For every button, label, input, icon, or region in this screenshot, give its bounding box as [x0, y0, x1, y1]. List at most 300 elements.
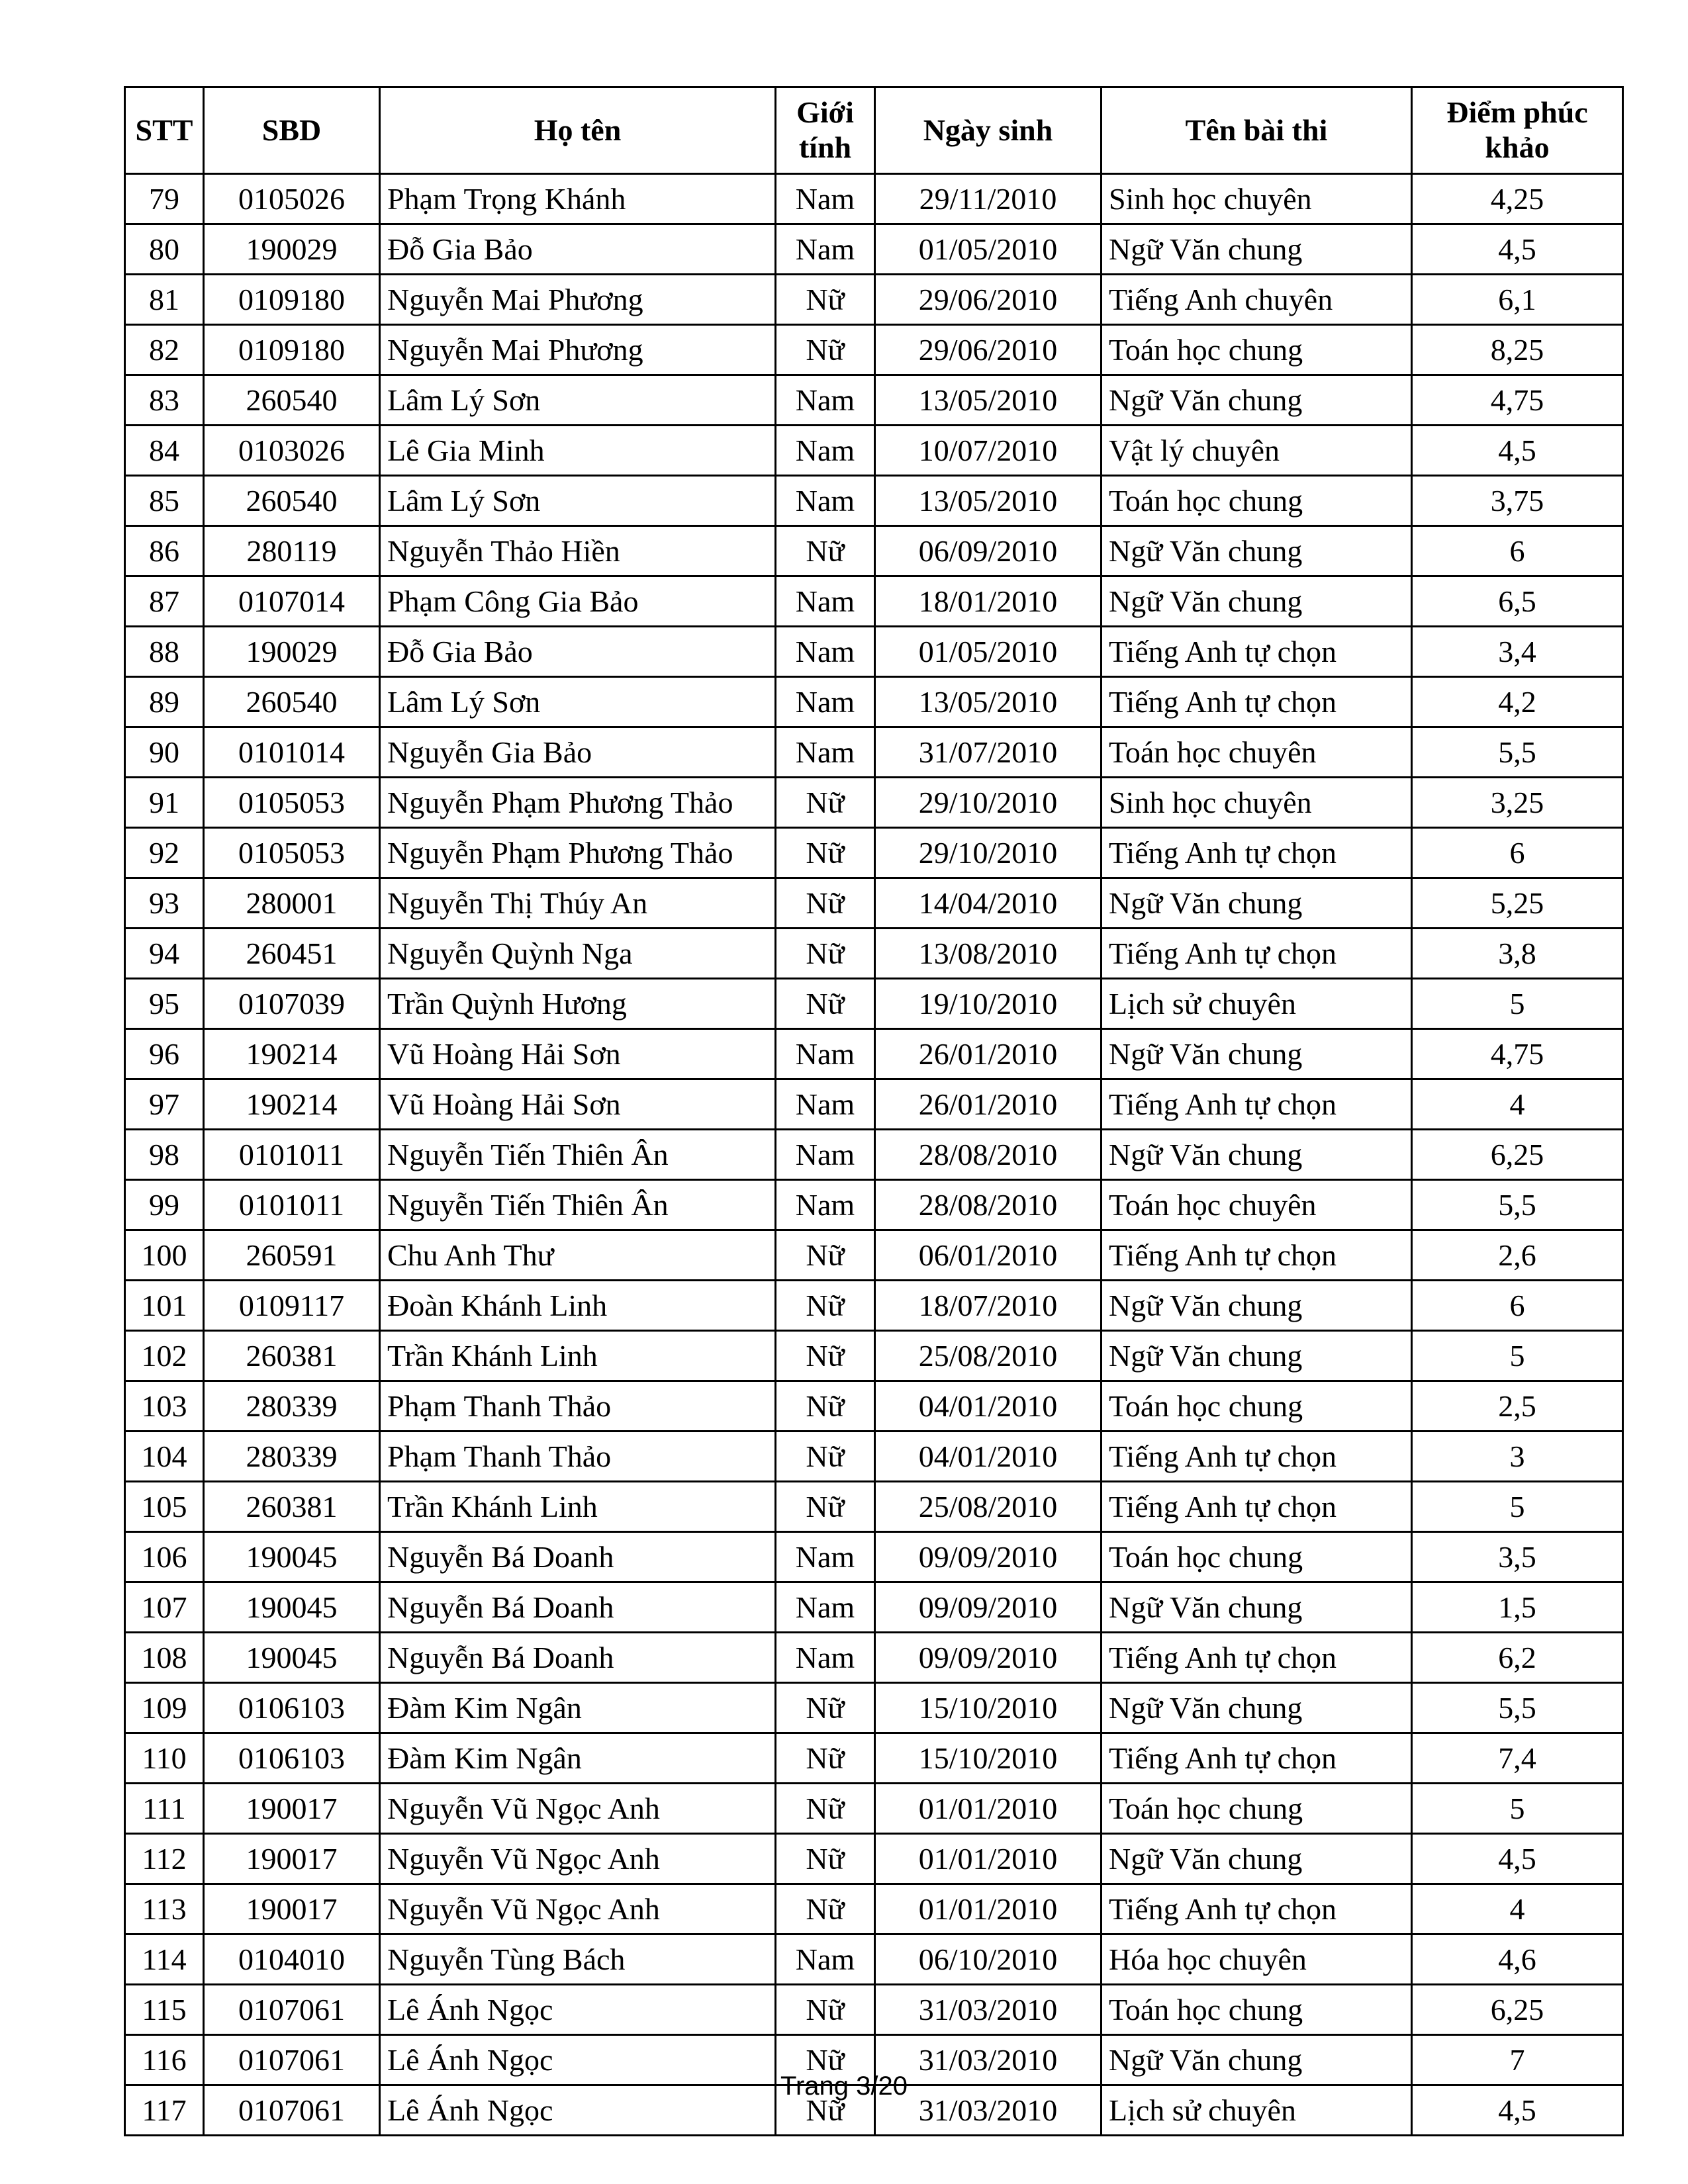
cell-ten-bai-thi: Tiếng Anh tự chọn [1102, 828, 1412, 878]
cell-ngay-sinh: 13/05/2010 [875, 677, 1102, 727]
cell-ngay-sinh: 31/03/2010 [875, 2035, 1102, 2085]
cell-ngay-sinh: 13/05/2010 [875, 476, 1102, 526]
cell-diem: 6 [1412, 828, 1623, 878]
cell-sbd: 260540 [204, 677, 380, 727]
cell-sbd: 0107039 [204, 979, 380, 1029]
header-ho-ten: Họ tên [380, 87, 776, 174]
cell-ho-ten: Trần Khánh Linh [380, 1482, 776, 1532]
cell-diem: 4,2 [1412, 677, 1623, 727]
cell-stt: 103 [125, 1381, 204, 1432]
cell-gioi-tinh: Nữ [776, 325, 875, 375]
cell-diem: 3,75 [1412, 476, 1623, 526]
cell-sbd: 0106103 [204, 1733, 380, 1784]
cell-ho-ten: Trần Quỳnh Hương [380, 979, 776, 1029]
cell-sbd: 280119 [204, 526, 380, 576]
cell-diem: 4,75 [1412, 1029, 1623, 1079]
cell-ho-ten: Đoàn Khánh Linh [380, 1281, 776, 1331]
cell-ho-ten: Nguyễn Vũ Ngọc Anh [380, 1834, 776, 1884]
table-row [125, 1683, 1623, 1733]
cell-ngay-sinh: 28/08/2010 [875, 1180, 1102, 1230]
cell-ten-bai-thi: Ngữ Văn chung [1102, 878, 1412, 929]
cell-gioi-tinh: Nữ [776, 2085, 875, 2136]
cell-ho-ten: Nguyễn Phạm Phương Thảo [380, 778, 776, 828]
cell-stt: 114 [125, 1934, 204, 1985]
cell-ngay-sinh: 19/10/2010 [875, 979, 1102, 1029]
table-row [125, 1281, 1623, 1331]
cell-gioi-tinh: Nữ [776, 878, 875, 929]
cell-diem: 4,5 [1412, 2085, 1623, 2136]
cell-ten-bai-thi: Ngữ Văn chung [1102, 1281, 1412, 1331]
cell-sbd: 0109117 [204, 1281, 380, 1331]
header-diem-phuc-khao: Điểm phúc khảo [1412, 87, 1623, 174]
cell-sbd: 190017 [204, 1784, 380, 1834]
cell-stt: 96 [125, 1029, 204, 1079]
cell-diem: 2,6 [1412, 1230, 1623, 1281]
cell-sbd: 280339 [204, 1381, 380, 1432]
cell-gioi-tinh: Nữ [776, 1432, 875, 1482]
cell-ten-bai-thi: Ngữ Văn chung [1102, 576, 1412, 627]
cell-ho-ten: Trần Khánh Linh [380, 1331, 776, 1381]
cell-sbd: 190045 [204, 1532, 380, 1582]
cell-diem: 5 [1412, 1482, 1623, 1532]
cell-stt: 109 [125, 1683, 204, 1733]
cell-ten-bai-thi: Tiếng Anh tự chọn [1102, 929, 1412, 979]
cell-ten-bai-thi: Toán học chung [1102, 1381, 1412, 1432]
cell-sbd: 190214 [204, 1079, 380, 1130]
cell-ho-ten: Nguyễn Tùng Bách [380, 1934, 776, 1985]
cell-ho-ten: Phạm Công Gia Bảo [380, 576, 776, 627]
cell-ho-ten: Vũ Hoàng Hải Sơn [380, 1029, 776, 1079]
cell-gioi-tinh: Nữ [776, 526, 875, 576]
table-row [125, 1180, 1623, 1230]
header-ten-bai-thi: Tên bài thi [1102, 87, 1412, 174]
cell-gioi-tinh: Nam [776, 1532, 875, 1582]
cell-ten-bai-thi: Tiếng Anh chuyên [1102, 275, 1412, 325]
cell-diem: 5,5 [1412, 1180, 1623, 1230]
cell-diem: 4,6 [1412, 1934, 1623, 1985]
cell-sbd: 190029 [204, 627, 380, 677]
cell-ten-bai-thi: Tiếng Anh tự chọn [1102, 1884, 1412, 1934]
cell-ten-bai-thi: Vật lý chuyên [1102, 426, 1412, 476]
cell-stt: 95 [125, 979, 204, 1029]
cell-ngay-sinh: 31/07/2010 [875, 727, 1102, 778]
cell-ngay-sinh: 18/07/2010 [875, 1281, 1102, 1331]
cell-diem: 3,5 [1412, 1532, 1623, 1582]
table-row [125, 828, 1623, 878]
header-row [125, 87, 1623, 174]
cell-ten-bai-thi: Toán học chung [1102, 1985, 1412, 2035]
table-row [125, 1884, 1623, 1934]
cell-diem: 5,5 [1412, 727, 1623, 778]
cell-gioi-tinh: Nam [776, 476, 875, 526]
cell-gioi-tinh: Nam [776, 576, 875, 627]
cell-ho-ten: Nguyễn Gia Bảo [380, 727, 776, 778]
cell-diem: 6,25 [1412, 1985, 1623, 2035]
table-row [125, 1834, 1623, 1884]
table-row [125, 1482, 1623, 1532]
cell-diem: 6,1 [1412, 275, 1623, 325]
cell-ho-ten: Lê Gia Minh [380, 426, 776, 476]
cell-stt: 108 [125, 1633, 204, 1683]
cell-diem: 4,5 [1412, 1834, 1623, 1884]
cell-stt: 91 [125, 778, 204, 828]
cell-ho-ten: Đỗ Gia Bảo [380, 627, 776, 677]
cell-diem: 5 [1412, 1331, 1623, 1381]
cell-ten-bai-thi: Ngữ Văn chung [1102, 1834, 1412, 1884]
table-row [125, 375, 1623, 426]
cell-gioi-tinh: Nữ [776, 2035, 875, 2085]
cell-ho-ten: Vũ Hoàng Hải Sơn [380, 1079, 776, 1130]
cell-diem: 6 [1412, 1281, 1623, 1331]
cell-ngay-sinh: 25/08/2010 [875, 1331, 1102, 1381]
cell-stt: 83 [125, 375, 204, 426]
cell-gioi-tinh: Nữ [776, 1784, 875, 1834]
cell-ho-ten: Lê Ánh Ngọc [380, 2035, 776, 2085]
table-row [125, 627, 1623, 677]
cell-ho-ten: Nguyễn Thảo Hiền [380, 526, 776, 576]
cell-diem: 7 [1412, 2035, 1623, 2085]
cell-diem: 6,2 [1412, 1633, 1623, 1683]
cell-ho-ten: Nguyễn Phạm Phương Thảo [380, 828, 776, 878]
cell-gioi-tinh: Nam [776, 375, 875, 426]
table-body [125, 174, 1623, 2136]
cell-ngay-sinh: 06/01/2010 [875, 1230, 1102, 1281]
cell-ngay-sinh: 01/01/2010 [875, 1884, 1102, 1934]
cell-ten-bai-thi: Tiếng Anh tự chọn [1102, 1079, 1412, 1130]
cell-stt: 102 [125, 1331, 204, 1381]
cell-diem: 4 [1412, 1079, 1623, 1130]
cell-sbd: 0101011 [204, 1130, 380, 1180]
table-row [125, 1331, 1623, 1381]
cell-gioi-tinh: Nam [776, 1029, 875, 1079]
cell-ngay-sinh: 26/01/2010 [875, 1079, 1102, 1130]
cell-ngay-sinh: 29/06/2010 [875, 275, 1102, 325]
cell-stt: 93 [125, 878, 204, 929]
cell-gioi-tinh: Nam [776, 1633, 875, 1683]
cell-sbd: 260381 [204, 1331, 380, 1381]
cell-ngay-sinh: 14/04/2010 [875, 878, 1102, 929]
table-row [125, 1079, 1623, 1130]
cell-ho-ten: Nguyễn Thị Thúy An [380, 878, 776, 929]
table-row [125, 1029, 1623, 1079]
cell-sbd: 0104010 [204, 1934, 380, 1985]
cell-ngay-sinh: 04/01/2010 [875, 1381, 1102, 1432]
cell-stt: 106 [125, 1532, 204, 1582]
cell-stt: 82 [125, 325, 204, 375]
cell-ten-bai-thi: Tiếng Anh tự chọn [1102, 1633, 1412, 1683]
table-row [125, 325, 1623, 375]
cell-ten-bai-thi: Sinh học chuyên [1102, 174, 1412, 224]
cell-sbd: 0101014 [204, 727, 380, 778]
table-row [125, 727, 1623, 778]
cell-diem: 3 [1412, 1432, 1623, 1482]
cell-ho-ten: Nguyễn Bá Doanh [380, 1582, 776, 1633]
cell-sbd: 260451 [204, 929, 380, 979]
table-row [125, 1784, 1623, 1834]
cell-ngay-sinh: 26/01/2010 [875, 1029, 1102, 1079]
cell-stt: 86 [125, 526, 204, 576]
cell-ngay-sinh: 31/03/2010 [875, 1985, 1102, 2035]
table-row [125, 1733, 1623, 1784]
cell-ten-bai-thi: Ngữ Văn chung [1102, 526, 1412, 576]
cell-sbd: 190017 [204, 1834, 380, 1884]
cell-stt: 100 [125, 1230, 204, 1281]
cell-stt: 84 [125, 426, 204, 476]
cell-ho-ten: Nguyễn Tiến Thiên Ân [380, 1180, 776, 1230]
page-number: Trang 3/20 [780, 2071, 908, 2101]
cell-sbd: 280001 [204, 878, 380, 929]
cell-stt: 99 [125, 1180, 204, 1230]
cell-sbd: 0107061 [204, 1985, 380, 2035]
cell-gioi-tinh: Nữ [776, 1985, 875, 2035]
cell-gioi-tinh: Nữ [776, 1331, 875, 1381]
cell-ngay-sinh: 29/06/2010 [875, 325, 1102, 375]
cell-ngay-sinh: 01/05/2010 [875, 627, 1102, 677]
table-row [125, 929, 1623, 979]
cell-gioi-tinh: Nữ [776, 275, 875, 325]
cell-sbd: 260591 [204, 1230, 380, 1281]
cell-stt: 117 [125, 2085, 204, 2136]
cell-ten-bai-thi: Tiếng Anh tự chọn [1102, 1482, 1412, 1532]
cell-gioi-tinh: Nữ [776, 1834, 875, 1884]
cell-ngay-sinh: 01/01/2010 [875, 1834, 1102, 1884]
cell-ho-ten: Đàm Kim Ngân [380, 1683, 776, 1733]
cell-ngay-sinh: 09/09/2010 [875, 1532, 1102, 1582]
cell-sbd: 280339 [204, 1432, 380, 1482]
table-row [125, 576, 1623, 627]
cell-ngay-sinh: 15/10/2010 [875, 1733, 1102, 1784]
cell-ten-bai-thi: Toán học chung [1102, 1784, 1412, 1834]
table-row [125, 1230, 1623, 1281]
cell-sbd: 190045 [204, 1582, 380, 1633]
cell-stt: 97 [125, 1079, 204, 1130]
cell-stt: 87 [125, 576, 204, 627]
cell-sbd: 190029 [204, 224, 380, 275]
cell-ho-ten: Nguyễn Mai Phương [380, 325, 776, 375]
cell-diem: 6,25 [1412, 1130, 1623, 1180]
cell-diem: 5 [1412, 979, 1623, 1029]
cell-gioi-tinh: Nam [776, 1582, 875, 1633]
cell-ten-bai-thi: Lịch sử chuyên [1102, 979, 1412, 1029]
header-gioi-tinh: Giới tính [776, 87, 875, 174]
table-row [125, 1381, 1623, 1432]
cell-gioi-tinh: Nam [776, 224, 875, 275]
cell-stt: 105 [125, 1482, 204, 1532]
cell-ho-ten: Lâm Lý Sơn [380, 375, 776, 426]
table-row [125, 677, 1623, 727]
cell-diem: 5 [1412, 1784, 1623, 1834]
cell-ten-bai-thi: Tiếng Anh tự chọn [1102, 1230, 1412, 1281]
cell-ten-bai-thi: Toán học chuyên [1102, 1180, 1412, 1230]
cell-diem: 6 [1412, 526, 1623, 576]
cell-ho-ten: Đàm Kim Ngân [380, 1733, 776, 1784]
cell-ngay-sinh: 06/09/2010 [875, 526, 1102, 576]
cell-stt: 115 [125, 1985, 204, 2035]
table-row [125, 1934, 1623, 1985]
cell-ngay-sinh: 31/03/2010 [875, 2085, 1102, 2136]
cell-sbd: 190045 [204, 1633, 380, 1683]
table-row [125, 1985, 1623, 2035]
header-sbd: SBD [204, 87, 380, 174]
cell-stt: 111 [125, 1784, 204, 1834]
cell-stt: 92 [125, 828, 204, 878]
cell-ho-ten: Nguyễn Vũ Ngọc Anh [380, 1884, 776, 1934]
table-row [125, 778, 1623, 828]
cell-ten-bai-thi: Ngữ Văn chung [1102, 2035, 1412, 2085]
cell-sbd: 0105053 [204, 778, 380, 828]
cell-gioi-tinh: Nam [776, 426, 875, 476]
cell-gioi-tinh: Nam [776, 627, 875, 677]
cell-ngay-sinh: 13/05/2010 [875, 375, 1102, 426]
cell-ho-ten: Nguyễn Vũ Ngọc Anh [380, 1784, 776, 1834]
cell-ngay-sinh: 01/01/2010 [875, 1784, 1102, 1834]
cell-stt: 98 [125, 1130, 204, 1180]
cell-sbd: 260540 [204, 375, 380, 426]
cell-diem: 4,5 [1412, 224, 1623, 275]
cell-ten-bai-thi: Tiếng Anh tự chọn [1102, 627, 1412, 677]
table-row [125, 526, 1623, 576]
cell-ten-bai-thi: Tiếng Anh tự chọn [1102, 1432, 1412, 1482]
results-table [124, 86, 1624, 2136]
cell-gioi-tinh: Nữ [776, 1230, 875, 1281]
cell-ten-bai-thi: Toán học chung [1102, 325, 1412, 375]
cell-sbd: 260540 [204, 476, 380, 526]
cell-ten-bai-thi: Sinh học chuyên [1102, 778, 1412, 828]
cell-gioi-tinh: Nữ [776, 1683, 875, 1733]
cell-sbd: 190214 [204, 1029, 380, 1079]
cell-stt: 90 [125, 727, 204, 778]
cell-ngay-sinh: 15/10/2010 [875, 1683, 1102, 1733]
cell-gioi-tinh: Nữ [776, 1381, 875, 1432]
cell-stt: 116 [125, 2035, 204, 2085]
cell-ho-ten: Lâm Lý Sơn [380, 476, 776, 526]
cell-gioi-tinh: Nữ [776, 979, 875, 1029]
table-row [125, 426, 1623, 476]
header-stt: STT [125, 87, 204, 174]
cell-ngay-sinh: 04/01/2010 [875, 1432, 1102, 1482]
cell-stt: 104 [125, 1432, 204, 1482]
cell-diem: 4 [1412, 1884, 1623, 1934]
cell-gioi-tinh: Nữ [776, 778, 875, 828]
cell-gioi-tinh: Nam [776, 1079, 875, 1130]
cell-ngay-sinh: 25/08/2010 [875, 1482, 1102, 1532]
cell-ngay-sinh: 28/08/2010 [875, 1130, 1102, 1180]
cell-ho-ten: Nguyễn Bá Doanh [380, 1633, 776, 1683]
cell-gioi-tinh: Nữ [776, 1281, 875, 1331]
cell-diem: 8,25 [1412, 325, 1623, 375]
cell-stt: 89 [125, 677, 204, 727]
cell-diem: 3,25 [1412, 778, 1623, 828]
cell-ho-ten: Lê Ánh Ngọc [380, 2085, 776, 2136]
cell-ngay-sinh: 29/10/2010 [875, 828, 1102, 878]
header-ngay-sinh: Ngày sinh [875, 87, 1102, 174]
cell-ten-bai-thi: Hóa học chuyên [1102, 1934, 1412, 1985]
table-row [125, 174, 1623, 224]
cell-gioi-tinh: Nam [776, 677, 875, 727]
cell-diem: 4,25 [1412, 174, 1623, 224]
cell-stt: 80 [125, 224, 204, 275]
cell-sbd: 0109180 [204, 325, 380, 375]
cell-ho-ten: Nguyễn Quỳnh Nga [380, 929, 776, 979]
cell-diem: 3,8 [1412, 929, 1623, 979]
cell-stt: 110 [125, 1733, 204, 1784]
table-row [125, 224, 1623, 275]
cell-gioi-tinh: Nữ [776, 1482, 875, 1532]
cell-sbd: 0105053 [204, 828, 380, 878]
cell-ten-bai-thi: Ngữ Văn chung [1102, 1331, 1412, 1381]
cell-ngay-sinh: 29/10/2010 [875, 778, 1102, 828]
cell-gioi-tinh: Nữ [776, 828, 875, 878]
cell-stt: 81 [125, 275, 204, 325]
cell-ho-ten: Phạm Trọng Khánh [380, 174, 776, 224]
table-row [125, 476, 1623, 526]
cell-ngay-sinh: 18/01/2010 [875, 576, 1102, 627]
cell-sbd: 0109180 [204, 275, 380, 325]
cell-ten-bai-thi: Tiếng Anh tự chọn [1102, 677, 1412, 727]
cell-gioi-tinh: Nữ [776, 1733, 875, 1784]
cell-ho-ten: Chu Anh Thư [380, 1230, 776, 1281]
cell-sbd: 0107061 [204, 2085, 380, 2136]
cell-diem: 2,5 [1412, 1381, 1623, 1432]
cell-diem: 5,5 [1412, 1683, 1623, 1733]
cell-ten-bai-thi: Ngữ Văn chung [1102, 1582, 1412, 1633]
cell-ngay-sinh: 29/11/2010 [875, 174, 1102, 224]
cell-stt: 79 [125, 174, 204, 224]
cell-sbd: 0107014 [204, 576, 380, 627]
cell-gioi-tinh: Nam [776, 727, 875, 778]
cell-stt: 101 [125, 1281, 204, 1331]
cell-ho-ten: Phạm Thanh Thảo [380, 1381, 776, 1432]
cell-ten-bai-thi: Toán học chung [1102, 1532, 1412, 1582]
table-row [125, 1532, 1623, 1582]
cell-ten-bai-thi: Ngữ Văn chung [1102, 375, 1412, 426]
cell-stt: 113 [125, 1884, 204, 1934]
cell-ten-bai-thi: Ngữ Văn chung [1102, 1683, 1412, 1733]
cell-ten-bai-thi: Ngữ Văn chung [1102, 1130, 1412, 1180]
cell-stt: 88 [125, 627, 204, 677]
table-row [125, 878, 1623, 929]
cell-stt: 85 [125, 476, 204, 526]
cell-ho-ten: Nguyễn Bá Doanh [380, 1532, 776, 1582]
cell-diem: 1,5 [1412, 1582, 1623, 1633]
cell-diem: 7,4 [1412, 1733, 1623, 1784]
cell-ten-bai-thi: Tiếng Anh tự chọn [1102, 1733, 1412, 1784]
cell-ngay-sinh: 09/09/2010 [875, 1582, 1102, 1633]
cell-ten-bai-thi: Ngữ Văn chung [1102, 1029, 1412, 1079]
cell-sbd: 0101011 [204, 1180, 380, 1230]
cell-stt: 112 [125, 1834, 204, 1884]
cell-ho-ten: Nguyễn Tiến Thiên Ân [380, 1130, 776, 1180]
cell-sbd: 0106103 [204, 1683, 380, 1733]
cell-gioi-tinh: Nam [776, 1934, 875, 1985]
cell-diem: 6,5 [1412, 576, 1623, 627]
cell-sbd: 190017 [204, 1884, 380, 1934]
cell-ngay-sinh: 13/08/2010 [875, 929, 1102, 979]
cell-gioi-tinh: Nữ [776, 929, 875, 979]
table-row [125, 1432, 1623, 1482]
table-row [125, 1130, 1623, 1180]
cell-sbd: 0105026 [204, 174, 380, 224]
cell-stt: 107 [125, 1582, 204, 1633]
cell-diem: 4,5 [1412, 426, 1623, 476]
table-row [125, 1582, 1623, 1633]
cell-ten-bai-thi: Toán học chuyên [1102, 727, 1412, 778]
cell-sbd: 0103026 [204, 426, 380, 476]
cell-ngay-sinh: 10/07/2010 [875, 426, 1102, 476]
cell-ten-bai-thi: Toán học chung [1102, 476, 1412, 526]
cell-ho-ten: Nguyễn Mai Phương [380, 275, 776, 325]
cell-diem: 3,4 [1412, 627, 1623, 677]
